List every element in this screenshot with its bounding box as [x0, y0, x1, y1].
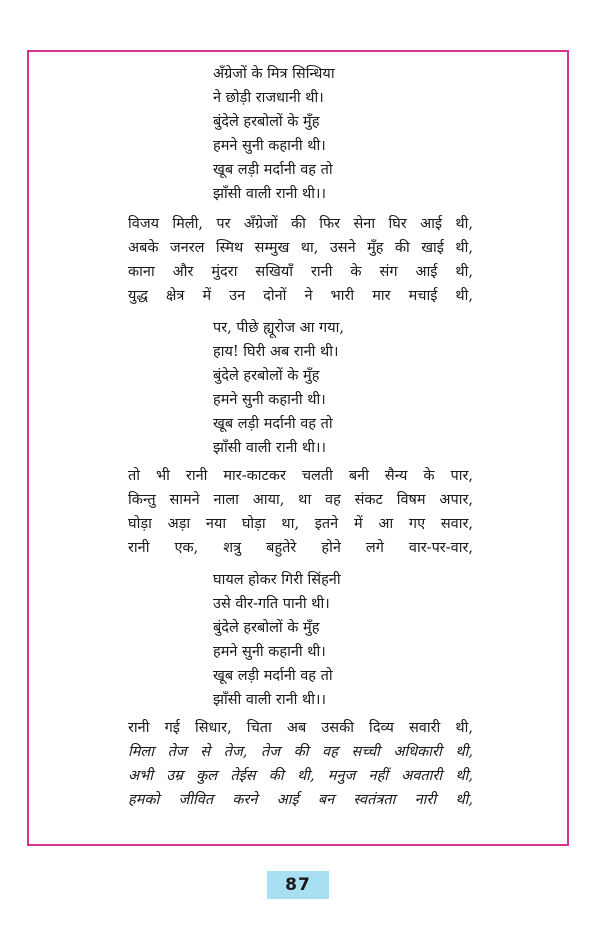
- poem-line: घोड़ा अड़ा नया घोड़ा था, इतने में आ गए सवार,: [128, 516, 473, 532]
- poem-line: मिला तेज से तेज, तेज की वह सच्ची अधिकारी थी,: [128, 744, 473, 760]
- refrain-2: [213, 316, 393, 460]
- refrain-3: [213, 568, 393, 712]
- poem-line: खूब लड़ी मर्दानी वह तो: [213, 162, 333, 178]
- refrain-1: [213, 62, 393, 206]
- poem-line: खूब लड़ी मर्दानी वह तो: [213, 416, 333, 432]
- poem-line: तो भी रानी मार-काटकर चलती बनी सैन्य के पार,: [128, 468, 473, 484]
- stanza-3: [128, 716, 473, 812]
- poem-line: हाय! घिरी अब रानी थी।: [213, 344, 339, 360]
- poem-line: झाँसी वाली रानी थी।।: [213, 186, 327, 202]
- poem-line: पर, पीछे ह्यूरोज आ गया,: [213, 320, 344, 336]
- poem-line: झाँसी वाली रानी थी।।: [213, 692, 327, 708]
- poem-line: झाँसी वाली रानी थी।।: [213, 440, 327, 456]
- poem-line: हमको जीवित करने आई बन स्वतंत्रता नारी थी,: [128, 792, 473, 808]
- poem-line: रानी गई सिधार, चिता अब उसकी दिव्य सवारी थी,: [128, 720, 473, 736]
- poem-line: बुंदेले हरबोलों के मुँह: [213, 368, 320, 384]
- poem-line: किन्तु सामने नाला आया, था वह संकट विषम अपार,: [128, 492, 473, 508]
- poem-line: अभी उम्र कुल तेईस की थी, मनुज नहीं अवतारी थी,: [128, 768, 473, 784]
- poem-line: ने छोड़ी राजधानी थी।: [213, 90, 324, 106]
- poem-line: खूब लड़ी मर्दानी वह तो: [213, 668, 333, 684]
- poem-line: घायल होकर गिरी सिंहनी: [213, 572, 341, 588]
- poem-line: अँग्रेजों के मित्र सिन्धिया: [213, 66, 335, 82]
- poem-line: रानी एक, शत्रु बहुतेरे होने लगे वार-पर-वार,: [128, 540, 473, 556]
- stanza-2: [128, 464, 473, 560]
- stanza-1: [128, 212, 473, 308]
- poem-line: बुंदेले हरबोलों के मुँह: [213, 114, 320, 130]
- poem-line: हमने सुनी कहानी थी।: [213, 138, 326, 154]
- poem-line: बुंदेले हरबोलों के मुँह: [213, 620, 320, 636]
- poem-line: हमने सुनी कहानी थी।: [213, 644, 326, 660]
- poem-line: उसे वीर-गति पानी थी।: [213, 596, 330, 612]
- page-number: 87: [267, 871, 329, 899]
- poem-line: विजय मिली, पर अँग्रेजों की फिर सेना घिर आई थी,: [128, 216, 473, 232]
- poem-line: युद्ध क्षेत्र में उन दोनों ने भारी मार मचाई थी,: [128, 288, 473, 304]
- poem-line: हमने सुनी कहानी थी।: [213, 392, 326, 408]
- poem-line: अबके जनरल स्मिथ सम्मुख था, उसने मुँह की खाई थी,: [128, 240, 473, 256]
- poem-line: काना और मुंदरा सखियाँ रानी के संग आई थी,: [128, 264, 473, 280]
